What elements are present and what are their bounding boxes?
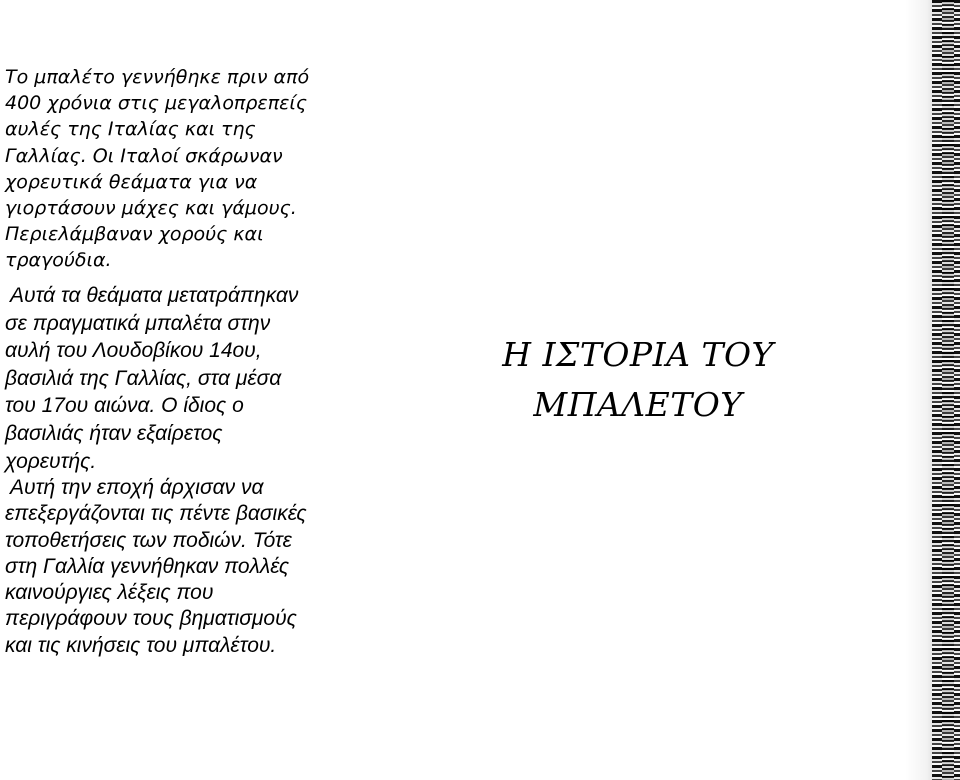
paragraph-line: του 17ου αιώνα. Ο ίδιος ο [5,394,244,418]
paragraph-line: βασιλιά της Γαλλίας, στα μέσα [5,366,282,390]
paragraph-line: Το μπαλέτο γεννήθηκε πριν από [5,66,310,88]
paragraph-line: χορευτής. [5,449,97,473]
paragraph-line: σε πραγματικά μπαλέτα στην [5,311,271,335]
history-paragraph-3 [5,475,307,659]
history-paragraph-1 [5,64,309,274]
paragraph-line: περιγράφουν τους βηματισμούς [5,607,297,631]
paragraph-line: στη Γαλλία γεννήθηκαν πολλές [5,554,290,578]
paragraph-line: τραγούδια. [5,249,112,272]
paragraph-line: Αυτά τα θεάματα μετατράπηκαν [5,284,299,307]
paragraph-line: 400 χρόνια στις μεγαλοπρεπείς [5,92,307,115]
title-line: Η ΙΣΤΟΡΙΑ ΤΟΥ [502,335,774,374]
history-paragraph-2 [5,282,298,475]
paragraph-line: αυλές της Ιταλίας και της [5,118,256,141]
paragraph-line: βασιλιάς ήταν εξαίρετος [5,421,223,445]
decorative-edge-strip-inner [942,0,954,780]
paragraph-line: χορευτικά θεάματα για να [5,170,258,193]
paragraph-line: Αυτή την εποχή άρχισαν να [5,476,264,499]
paragraph-line: και τις κινήσεις του μπαλέτου. [5,633,277,657]
paragraph-line: επεξεργάζονται τις πέντε βασικές [5,502,307,526]
paragraph-line: γιορτάσουν μάχες και γάμους. [5,197,297,220]
page-title [488,330,788,430]
paragraph-line: Περιελάμβαναν χορούς και [5,223,264,246]
paragraph-line: αυλή του Λουδοβίκου 14ου, [5,339,262,363]
paragraph-line: Γαλλίας. Οι Ιταλοί σκάρωναν [5,144,283,167]
paragraph-line: καινούργιες λέξεις που [5,581,214,605]
title-line: ΜΠΑΛΕΤΟΥ [533,385,743,424]
paragraph-line: τοποθετήσεις των ποδιών. Τότε [5,528,292,552]
